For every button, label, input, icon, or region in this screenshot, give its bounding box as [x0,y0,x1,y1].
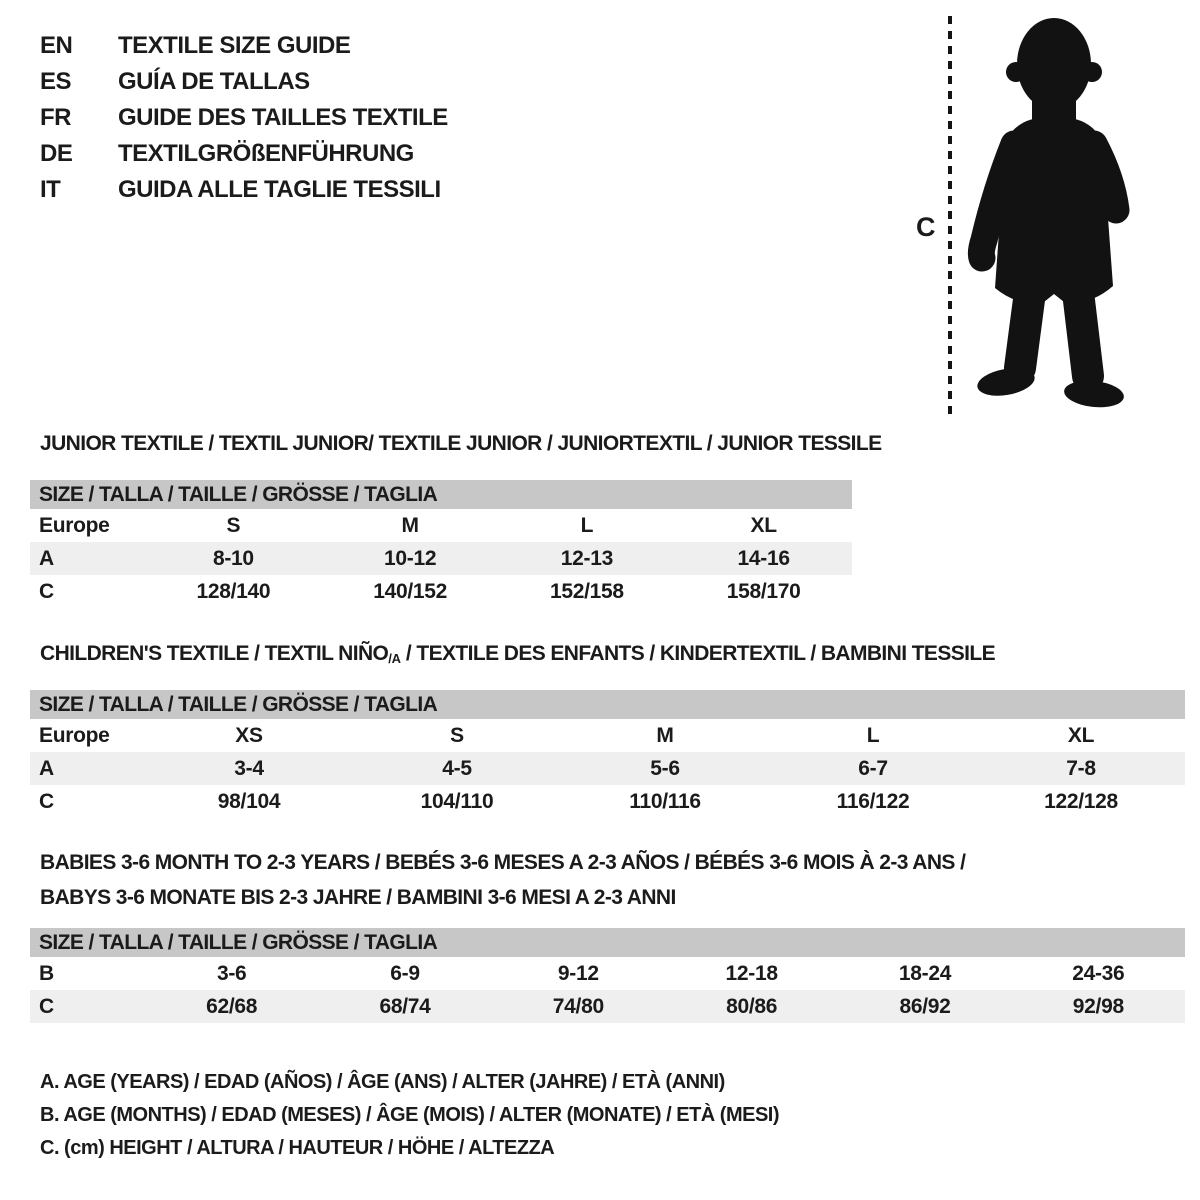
babies-section-title-line1: BABIES 3-6 MONTH TO 2-3 YEARS / BEBÉS 3-6 MESES A 2-3 AÑOS / BÉBÉS 3-6 MOIS À 2-3 ANS / [40,851,966,874]
language-code: IT [40,176,61,203]
table-row [30,752,1185,785]
language-title: GUIDE DES TAILLES TEXTILE [118,104,448,131]
table-row [30,957,1185,990]
legend-line-c: C. (cm) HEIGHT / ALTURA / HAUTEUR / HÖHE / ALTEZZA [40,1137,555,1159]
row-label: C [39,580,54,603]
size-cell: 110/116 [629,790,701,813]
row-label: A [39,757,54,780]
size-cell: 3-6 [216,962,247,985]
dashed-line-icon [946,16,954,418]
toddler-silhouette [966,14,1134,418]
size-cell: XL [1067,724,1095,747]
height-measure-dashed-line [946,16,954,418]
row-label: B [39,962,54,985]
children-title-suffix: / TEXTILE DES ENFANTS / KINDERTEXTIL / BAMBINI TESSILE [400,642,996,665]
row-label: A [39,547,54,570]
size-cell: 14-16 [737,547,790,570]
row-label: C [39,790,54,813]
size-cell: 128/140 [196,580,271,603]
language-row-fr [40,100,448,136]
size-cell: 5-6 [650,757,680,780]
size-cell: 3-4 [234,757,264,780]
language-guide-list [40,28,448,208]
size-cell: 68/74 [379,995,431,1018]
language-row-de [40,136,448,172]
junior-section-title: JUNIOR TEXTILE / TEXTIL JUNIOR/ TEXTILE JUNIOR / JUNIORTEXTIL / JUNIOR TESSILE [40,432,882,455]
language-code: FR [40,104,71,131]
size-cell: 116/122 [836,790,910,813]
table-row [30,719,1185,752]
language-title: TEXTILGRÖßENFÜHRUNG [118,140,414,167]
table-row [30,542,852,575]
size-cell: 24-36 [1072,962,1125,985]
height-label-c: C [916,212,935,242]
legend-line-b: B. AGE (MONTHS) / EDAD (MESES) / ÂGE (MOIS) / ALTER (MONATE) / ETÀ (MESI) [40,1104,780,1126]
language-title: TEXTILE SIZE GUIDE [118,32,351,59]
size-cell: 8-10 [212,547,254,570]
size-cell: 86/92 [899,995,951,1018]
table-row [30,785,1185,818]
size-cell: S [226,514,241,537]
children-section-title [40,642,995,666]
size-cell: 9-12 [557,962,599,985]
row-label: Europe [39,724,110,747]
language-code: DE [40,140,73,167]
size-cell: 92/98 [1072,995,1124,1018]
size-cell: S [450,724,464,747]
table-row [30,990,1185,1023]
size-cell: XS [235,724,263,747]
language-row-es [40,64,448,100]
size-cell: L [866,724,880,747]
size-cell: 104/110 [420,790,494,813]
size-cell: 80/86 [726,995,778,1018]
size-cell: 6-9 [390,962,420,985]
measurement-legend [40,1066,779,1165]
size-cell: 6-7 [858,757,888,780]
size-cell: 98/104 [217,790,281,813]
junior-size-table [30,480,852,608]
babies-size-table [30,928,1185,1023]
toddler-silhouette-icon [966,14,1134,418]
size-cell: 74/80 [552,995,604,1018]
size-cell: 122/128 [1044,790,1118,813]
language-title: GUIDA ALLE TAGLIE TESSILI [118,176,441,203]
size-header-bar: SIZE / TALLA / TAILLE / GRÖSSE / TAGLIA [30,690,1185,719]
size-cell: 7-8 [1066,757,1096,780]
size-cell: L [580,514,594,537]
children-size-table [30,690,1185,818]
size-header-bar: SIZE / TALLA / TAILLE / GRÖSSE / TAGLIA [30,928,1185,957]
language-row-it [40,172,448,208]
row-label: Europe [39,514,110,537]
size-cell: 152/158 [549,580,624,603]
language-title: GUÍA DE TALLAS [118,68,310,95]
size-cell: 10-12 [384,547,437,570]
size-cell: M [656,724,674,747]
language-row-en [40,28,448,64]
legend-line-a: A. AGE (YEARS) / EDAD (AÑOS) / ÂGE (ANS) / ALTER (JAHRE) / ETÀ (ANNI) [40,1071,725,1093]
size-cell: 18-24 [898,962,952,985]
language-code: ES [40,68,72,95]
table-row [30,509,852,542]
language-code: EN [40,32,73,59]
size-cell: 140/152 [373,580,448,603]
table-row [30,575,852,608]
size-cell: M [401,514,419,537]
size-cell: 12-13 [560,547,613,570]
children-title-subscript: /A [388,651,401,666]
size-cell: 158/170 [726,580,801,603]
size-cell: 4-5 [442,757,472,780]
size-header-bar: SIZE / TALLA / TAILLE / GRÖSSE / TAGLIA [30,480,852,509]
size-cell: 12-18 [725,962,778,985]
babies-section-title-line2: BABYS 3-6 MONATE BIS 2-3 JAHRE / BAMBINI 3-6 MESI A 2-3 ANNI [40,886,676,909]
size-cell: 62/68 [206,995,258,1018]
children-title-prefix: CHILDREN'S TEXTILE / TEXTIL NIÑO [40,642,389,665]
row-label: C [39,995,54,1018]
size-cell: XL [750,514,777,537]
